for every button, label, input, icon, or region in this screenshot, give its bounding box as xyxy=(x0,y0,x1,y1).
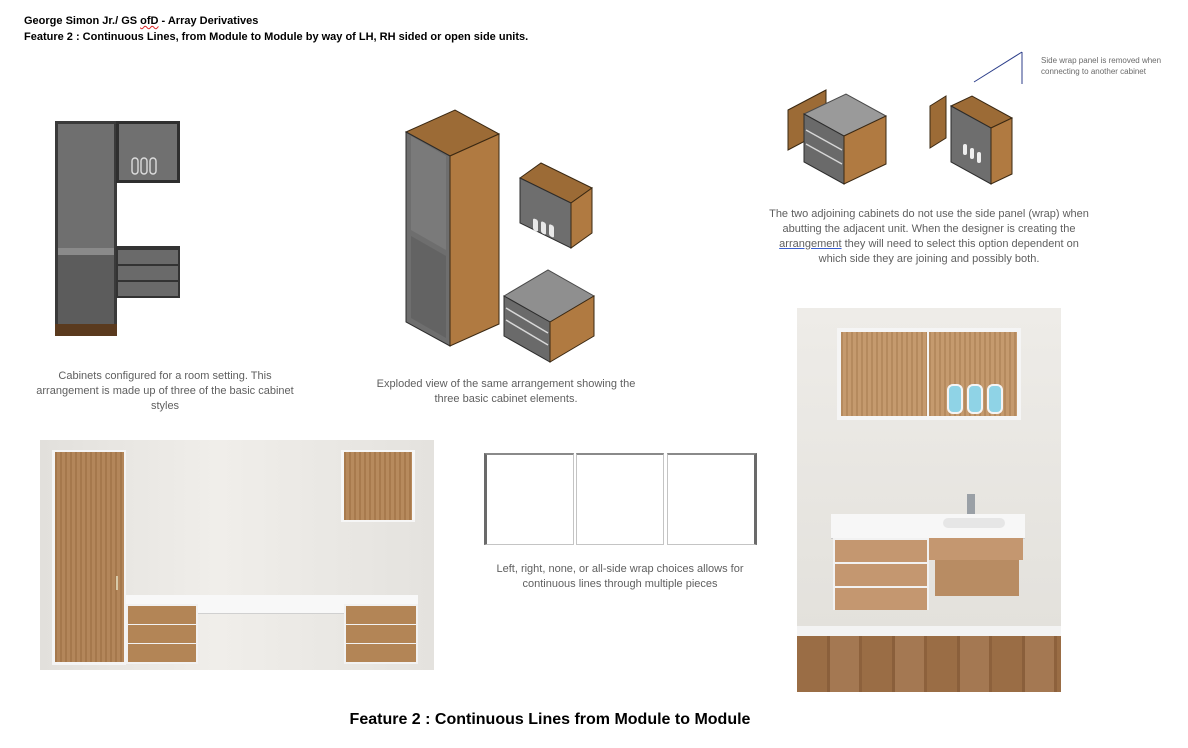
feature-footer-title: Feature 2 : Continuous Lines from Module to Module xyxy=(349,711,751,728)
room-setting-photo xyxy=(40,440,434,670)
document-header-line1 xyxy=(24,14,258,29)
adjoining-caption-text-a: The two adjoining cabinets do not use the side panel (wrap) when abutting the adjacent unit. When the designer is creating the xyxy=(769,208,1089,235)
vanity-photo xyxy=(797,308,1061,692)
arrangement-link[interactable]: arrangement xyxy=(779,238,842,250)
wrap-choice-left xyxy=(484,453,574,545)
room-setting-caption: Cabinets configured for a room setting. This arrangement is made up of three of the basic cabinet styles xyxy=(36,370,294,412)
adjoining-caption-text-b: they will need to select this option dependent on which side they are joining and possibly both. xyxy=(818,238,1079,265)
header-topic: - Array Derivatives xyxy=(158,15,259,27)
document-header-line2: Feature 2 : Continuous Lines, from Module to Module by way of LH, RH sided or open side units. xyxy=(24,31,529,43)
wrap-choices-caption: Left, right, none, or all-side wrap choices allows for continuous lines through multiple pieces xyxy=(496,563,744,590)
exploded-view-figure xyxy=(398,100,598,350)
side-wrap-note: Side wrap panel is removed when connecting to another cabinet xyxy=(1041,56,1162,76)
header-author: George Simon Jr./ GS xyxy=(24,15,141,27)
annotation-leader-line xyxy=(972,50,1032,86)
wrap-choice-right xyxy=(667,453,757,545)
wrap-choice-none xyxy=(576,453,664,545)
adjoining-cabinets-figure xyxy=(786,88,1026,188)
exploded-view-caption: Exploded view of the same arrangement showing the three basic cabinet elements. xyxy=(376,378,636,405)
room-setting-elevation-figure xyxy=(50,118,185,340)
header-misspelled-word: ofD xyxy=(140,15,159,27)
adjoining-caption xyxy=(764,207,1094,267)
